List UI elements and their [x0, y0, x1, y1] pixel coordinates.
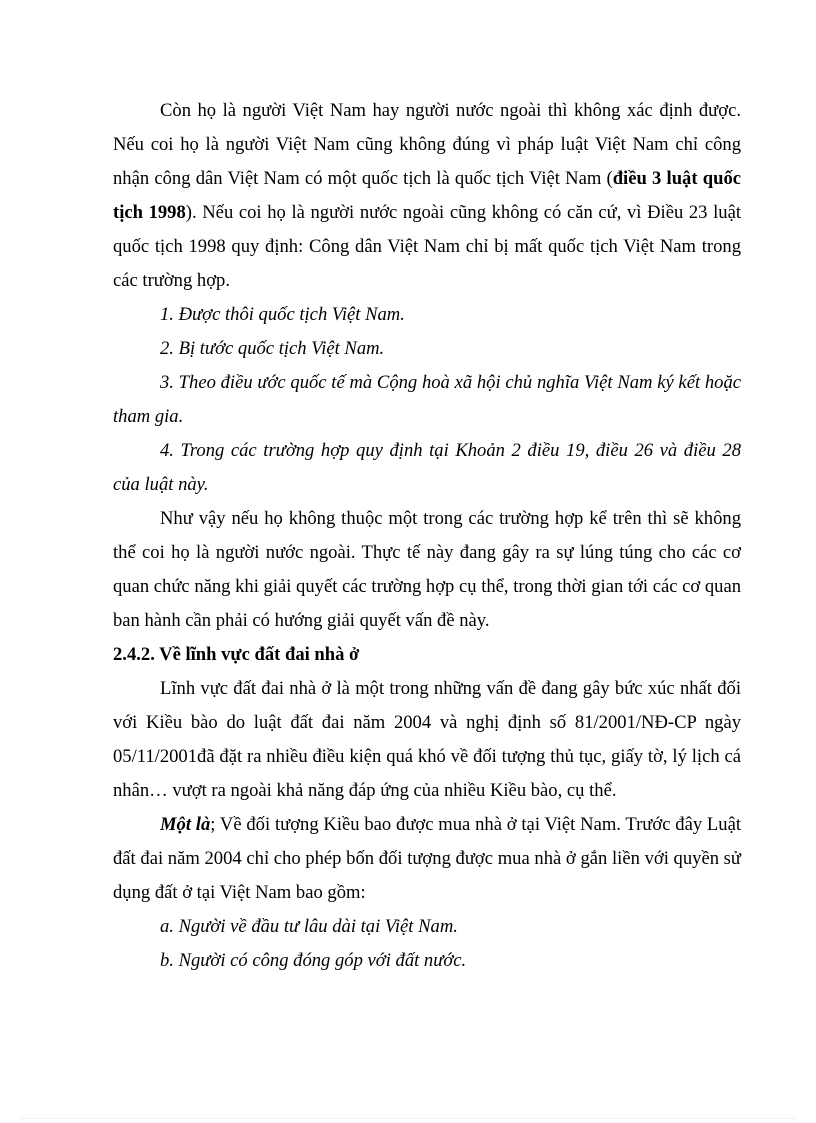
list-item: b. Người có công đóng góp với đất nước. — [160, 950, 467, 971]
bold-citation: điều 3 luật quốc tịch 1998 — [113, 168, 741, 223]
section-heading: 2.4.2. Về lĩnh vực đất đai nhà ở — [113, 644, 360, 665]
paragraph-text: Còn họ là người Việt Nam hay người nước ngoài thì không xác định được. Nếu coi họ là người Việt Nam cũng không đúng vì pháp luật Việt Nam chỉ công nhận công dân Việt Nam có một quốc tịch là quốc tịch Việt Nam ( — [113, 100, 741, 189]
lead-label: Một là — [160, 814, 211, 835]
page-bottom-divider — [20, 1118, 796, 1119]
paragraph-conclusion: Như vậy nếu họ không thuộc một trong các trường hợp kể trên thì sẽ không thể coi họ là người nước ngoài. Thực tế này đang gây ra sự lúng túng cho các cơ quan chức năng khi giải quyết các trường hợp cụ thể, trong thời gian tới các cơ quan ban hành cần phải có hướng giải quyết vấn đề này. — [113, 508, 741, 631]
paragraph-land-housing: Lĩnh vực đất đai nhà ở là một trong những vấn đề đang gây bức xúc nhất đối với Kiều bào do luật đất đai năm 2004 và nghị định số 81/2001/NĐ-CP ngày 05/11/2001đã đặt ra nhiều điều kiện quá khó về đối tượng thủ tục, giấy tờ, lý lịch cá nhân… vượt ra ngoài khả năng đáp ứng của nhiều Kiều bào, cụ thể. — [113, 678, 741, 801]
list-item: 2. Bị tước quốc tịch Việt Nam. — [160, 338, 385, 359]
paragraph-text: ; Về đối tượng Kiều bao được mua nhà ở tại Việt Nam. Trước đây Luật đất đai năm 2004 chỉ cho phép bốn đối tượng được mua nhà ở gắn liền với quyền sử dụng đất ở tại Việt Nam bao gồm: — [113, 814, 741, 903]
list-item: 1. Được thôi quốc tịch Việt Nam. — [160, 304, 405, 325]
paragraph-text: ). Nếu coi họ là người nước ngoài cũng không có căn cứ, vì Điều 23 luật quốc tịch 1998 quy định: Công dân Việt Nam chỉ bị mất quốc tịch Việt Nam trong các trường hợp. — [113, 202, 741, 291]
paragraph-nationality — [113, 94, 741, 298]
list-item: 3. Theo điều ước quốc tế mà Cộng hoà xã hội chủ nghĩa Việt Nam ký kết hoặc tham gia. — [113, 372, 741, 427]
list-item: a. Người về đầu tư lâu dài tại Việt Nam. — [160, 916, 458, 937]
document-page — [113, 94, 741, 978]
paragraph-first-point — [113, 808, 741, 910]
list-item: 4. Trong các trường hợp quy định tại Khoản 2 điều 19, điều 26 và điều 28 của luật này. — [113, 440, 741, 495]
